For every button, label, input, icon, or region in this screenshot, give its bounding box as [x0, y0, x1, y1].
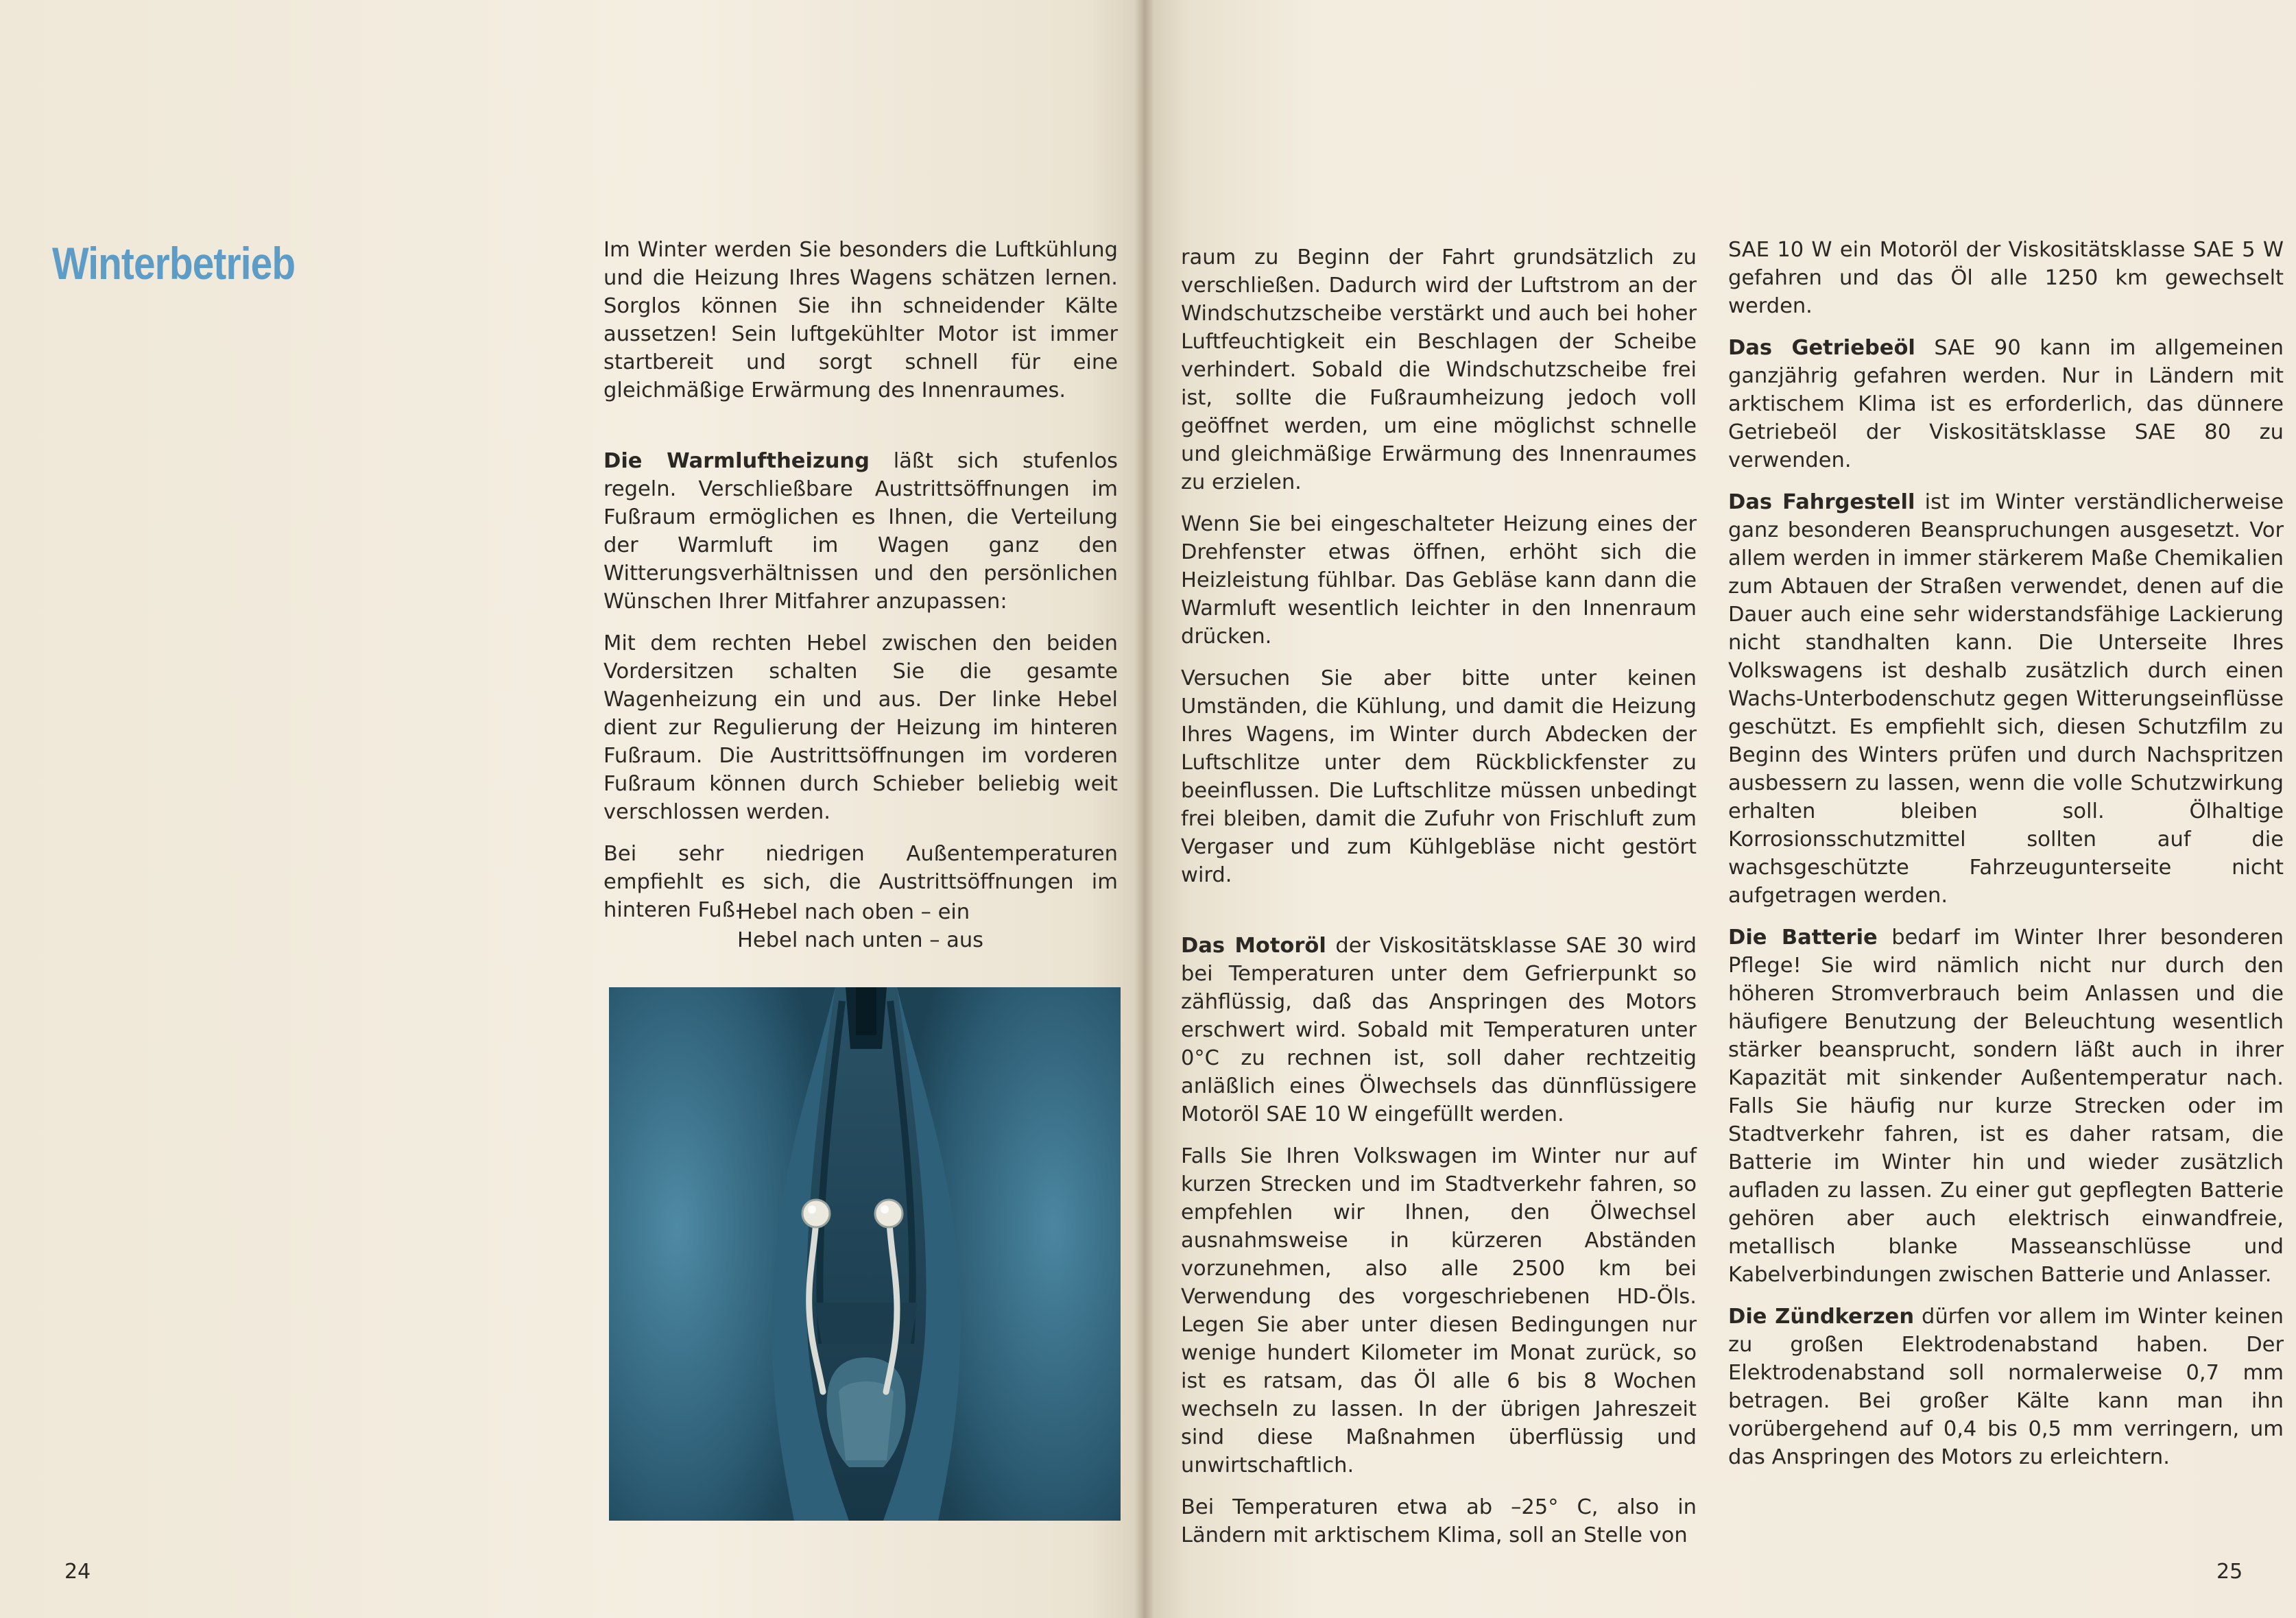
fahrgestell-term: Das Fahrgestell	[1728, 490, 1915, 514]
warmluftheizung-term: Die Warmluftheizung	[603, 449, 870, 473]
left-text-column	[603, 236, 1118, 938]
warmluftheizung-paragraph: Die Warmluftheizung läßt sich stufenlos regeln. Verschließbare Austrittsöffnungen im Fußraum ermöglichen es Ihnen, die Verteilung der Warmluft im Wagen ganz den Witterungsverhältnissen und den persönlichen Wünschen Ihrer Mitfahrer anzupassen:	[603, 449, 1119, 614]
getriebeoel-paragraph: Das Getriebeöl SAE 90 kann im allgemeinen ganzjährig gefahren werden. Nur in Ländern mit arktischem Klima ist es erforderlich, das dünnere Getriebeöl der Viskositätsklasse SAE 80 zu verwenden.	[1728, 336, 2284, 472]
luftschlitze-paragraph: Versuchen Sie aber bitte unter keinen Umständen, die Kühlung, und damit die Heizung Ihres Wagens, im Winter durch Abdecken der Luftschlitze unter dem Rückblickfenster zu beeinflussen. Die Luftschlitze müssen unbedingt frei bleiben, damit die Zufuhr von Frischluft zum Vergaser und zum Kühlgebläse nicht gestört wird.	[1181, 666, 1697, 887]
zuendkerzen-term: Die Zündkerzen	[1728, 1305, 1915, 1329]
fussraum-paragraph: Bei sehr niedrigen Außentemperaturen empfiehlt es sich, die Austrittsöffnungen im hinteren Fuß-	[603, 842, 1118, 922]
fahrgestell-paragraph: Das Fahrgestell ist im Winter verständlicherweise ganz besonderen Beanspruchungen ausgesetzt. Vor allem werden in immer stärkerem Maße Chemikalien zum Abtauen der Straßen verwendet, denen auf die Dauer auch eine sehr widerstandsfähige Lackierung nicht standhalten kann. Die Unterseite Ihres Volkswagens ist deshalb zusätzlich durch einen Wachs-Unterbodenschutz gegen Witterungseinflüsse geschützt. Es empfiehlt sich, diesen Schutzfilm zu Beginn des Winters prüfen und durch Nachspritzen ausbessern zu lassen, wenn die volle Schutzwirkung erhalten bleiben soll. Ölhaltige Korrosionsschutzmittel sollten auf die wachsgeschützte Fahrzeugunterseite nicht aufgetragen werden.	[1728, 490, 2284, 908]
batterie-paragraph: Die Batterie bedarf im Winter Ihrer besonderen Pflege! Sie wird nämlich nicht nur durch den höheren Stromverbrauch beim Anlassen und die häufigere Benutzung der Beleuchtung wesentlich stärker beansprucht, sondern läßt auch in ihrer Kapazität mit sinkender Außentemperatur nach. Falls Sie häufig nur kurze Strecken oder im Stadtverkehr fahren, ist es daher ratsam, die Batterie im Winter hin und wieder zusätzlich aufladen zu lassen. Zu einer gut gepflegten Batterie gehören aber auch elektrisch einwandfreie, metallisch blanke Masseanschlüsse und Kabelverbindungen zwischen Batterie und Anlasser.	[1728, 926, 2284, 1287]
lever-caption	[737, 898, 983, 954]
heater-lever-illustration	[609, 987, 1121, 1521]
getriebeoel-term: Das Getriebeöl	[1728, 336, 1915, 360]
drehfenster-paragraph: Wenn Sie bei eingeschalteter Heizung eines der Drehfenster etwas öffnen, erhöht sich die Heizleistung fühlbar. Das Gebläse kann dann die Warmluft wesentlich leichter in den Innenraum drücken.	[1181, 512, 1697, 649]
middle-text-column	[1181, 243, 1697, 1563]
book-gutter	[1135, 0, 1154, 1618]
fussraum-continued-paragraph: raum zu Beginn der Fahrt grundsätzlich zu verschließen. Dadurch wird der Luftstrom an der Windschutzscheibe verstärkt und auch bei hoher Luftfeuchtigkeit ein Beschlagen der Scheibe verhindert. Sobald die Windschutzscheibe frei ist, sollte die Fußraumheizung jedoch voll geöffnet werden, um eine möglichst schnelle und gleichmäßige Erwärmung des Innenraumes zu erzielen.	[1181, 245, 1697, 494]
hebel-paragraph: Mit dem rechten Hebel zwischen den beiden Vordersitzen schalten Sie die gesamte Wagenheizung ein und aus. Der linke Hebel dient zur Regulierung der Heizung im hinteren Fußraum. Die Austrittsöffnungen im vorderen Fußraum können durch Schieber beliebig weit verschlossen werden.	[603, 631, 1118, 824]
zuendkerzen-paragraph: Die Zündkerzen dürfen vor allem im Winter keinen zu großen Elektrodenabstand haben. Der Elektrodenabstand soll normalerweise 0,7 mm betragen. Bei großer Kälte kann man ihn vorübergehend auf 0,4 bis 0,5 mm verringern, um das Anspringen des Motors zu erleichtern.	[1728, 1305, 2284, 1469]
intro-paragraph: Im Winter werden Sie besonders die Luftkühlung und die Heizung Ihres Wagens schätzen lernen. Sorglos können Sie ihn schneidender Kälte aussetzen! Sein luftgekühlter Motor ist immer startbereit und sorgt schnell für eine gleichmäßige Erwärmung des Innenraumes.	[603, 238, 1118, 402]
oelwechsel-paragraph: Falls Sie Ihren Volkswagen im Winter nur auf kurzen Strecken und im Stadtverkehr fahren, so empfehlen wir Ihnen, den Ölwechsel ausnahmsweise in kürzeren Abständen vorzunehmen, also alle 2500 km bei Verwendung des vorgeschriebenen HD-Öls. Legen Sie aber unter diesen Bedingungen nur wenige hundert Kilometer im Monat zurück, so ist es ratsam, das Öl alle 6 bis 8 Wochen wechseln zu lassen. In der übrigen Jahreszeit sind diese Maßnahmen überflüssig und unwirtschaftlich.	[1181, 1144, 1697, 1477]
motoroel-paragraph: Das Motoröl der Viskositätsklasse SAE 30 wird bei Temperaturen unter dem Gefrierpunkt so zähflüssig, daß das Anspringen des Motors erschwert wird. Sobald mit Temperaturen unter 0°C zu rechnen ist, soll daher rechtzeitig anläßlich eines Ölwechsels das dünnflüssigere Motoröl SAE 10 W eingefüllt werden.	[1181, 934, 1697, 1126]
heater-lever-photo	[609, 987, 1121, 1521]
lever-caption-up: Hebel nach oben – ein	[737, 900, 970, 924]
section-heading: Winterbetrieb	[52, 238, 296, 289]
batterie-term: Die Batterie	[1728, 926, 1878, 950]
lever-caption-down: Hebel nach unten – aus	[737, 928, 984, 952]
arktisch-paragraph: Bei Temperaturen etwa ab –25° C, also in Ländern mit arktischem Klima, soll an Stelle von	[1181, 1495, 1697, 1547]
page-number-left: 24	[64, 1560, 91, 1584]
motoroel-term: Das Motoröl	[1181, 934, 1326, 958]
page-number-right: 25	[2216, 1560, 2243, 1584]
right-text-column	[1728, 236, 2284, 1485]
sae-continued-paragraph: SAE 10 W ein Motoröl der Viskositätsklasse SAE 5 W gefahren und das Öl alle 1250 km gewechselt werden.	[1728, 238, 2284, 318]
